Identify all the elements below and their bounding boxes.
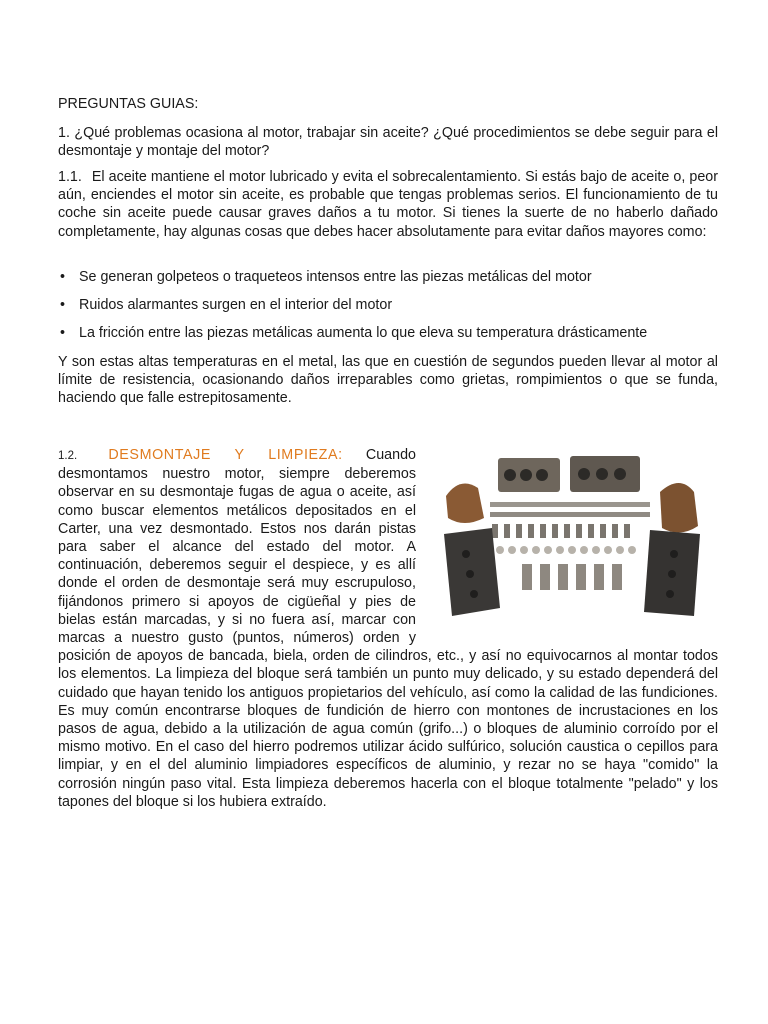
bullet-icon: • bbox=[60, 325, 66, 341]
bullet-icon: • bbox=[60, 297, 66, 313]
answer-1-1-number: 1.1. bbox=[58, 169, 82, 185]
section-1-2-title: DESMONTAJE Y LIMPIEZA: bbox=[108, 447, 343, 463]
answer-1-1-text: El aceite mantiene el motor lubricado y evita el sobrecalentamiento. Si estás bajo de aceite o, peor aún, enciendes el motor sin aceite, es probable que tengas problemas serios. El funcionamiento de tu coche sin aceite puede causar graves daños a tu motor. Si tienes la suerte de no haberlo dañado completamente, hay algunas cosas que debes hacer absolutamente para evitar daños mayores como: bbox=[58, 169, 718, 240]
conclusion-paragraph: Y son estas altas temperaturas en el metal, las que en cuestión de segundos pueden llevar al motor al límite de resistencia, ocasionando daños irreparables como grietas, rompimientos o que se funda, haciendo que falle estrepitosamente. bbox=[58, 354, 718, 407]
consequence-list bbox=[58, 268, 718, 352]
list-item-text: La fricción entre las piezas metálicas aumenta lo que eleva su temperatura drásticamente bbox=[79, 325, 648, 341]
page-heading: PREGUNTAS GUIAS: bbox=[58, 96, 199, 112]
list-item-text: Se generan golpeteos o traqueteos intensos entre las piezas metálicas del motor bbox=[79, 269, 592, 285]
question-1: 1. ¿Qué problemas ocasiona al motor, trabajar sin aceite? ¿Qué procedimientos se debe seguir para el desmontaje y montaje del motor? bbox=[58, 125, 718, 160]
section-1-2 bbox=[58, 446, 718, 811]
disassembled-engine-photo bbox=[430, 446, 718, 626]
bullet-icon: • bbox=[60, 269, 66, 285]
section-1-2-body: Cuando desmontamos nuestro motor, siempre deberemos observar en su desmontaje fugas de agua o aceite, así como buscar elementos metálicos depositados en el Carter, una vez desmontado. Estos nos darán pistas para saber el alcance del estado del motor. A continuación, deberemos seguir el despiece, y es allí donde el orden de desmontaje será muy escrupuloso, fijándonos primero si apoyos de cigüeñal y pies de bielas están marcadas, y si no fuera así, marcar con marcas a nuestro gusto (puntos, números) orden y posición de apoyos de bancada, biela, orden de cilindros, etc., y así no equivocarnos al montar todos los elementos. La limpieza del bloque será también un punto muy delicado, y su estado dependerá del cuidado que hayan tenido los antiguos propietarios del vehículo, así como la calidad de las fundiciones. Es muy común encontrarse bloques de fundición de hierro con montones de incrustaciones en los pasos de agua, debido a la utilización de agua común (grifo...) o bloques de aluminio corroído por el mismo motivo. En el caso del hierro podremos utilizar ácido sulfúrico, solución caustica o cepillos para limpiar, y en el del aluminio limpiadores específicos de aluminio, y rezar no se haya "comido" la corrosión ningún paso vital. Esta limpieza deberemos hacerla con el bloque totalmente "pelado" y los tapones del bloque si los hubiera extraído. bbox=[58, 447, 718, 810]
answer-1-1 bbox=[58, 168, 718, 241]
section-1-2-number: 1.2. bbox=[58, 450, 78, 462]
list-item-text: Ruidos alarmantes surgen en el interior del motor bbox=[79, 297, 393, 313]
list-item bbox=[58, 268, 718, 296]
list-item bbox=[58, 324, 718, 352]
list-item bbox=[58, 296, 718, 324]
